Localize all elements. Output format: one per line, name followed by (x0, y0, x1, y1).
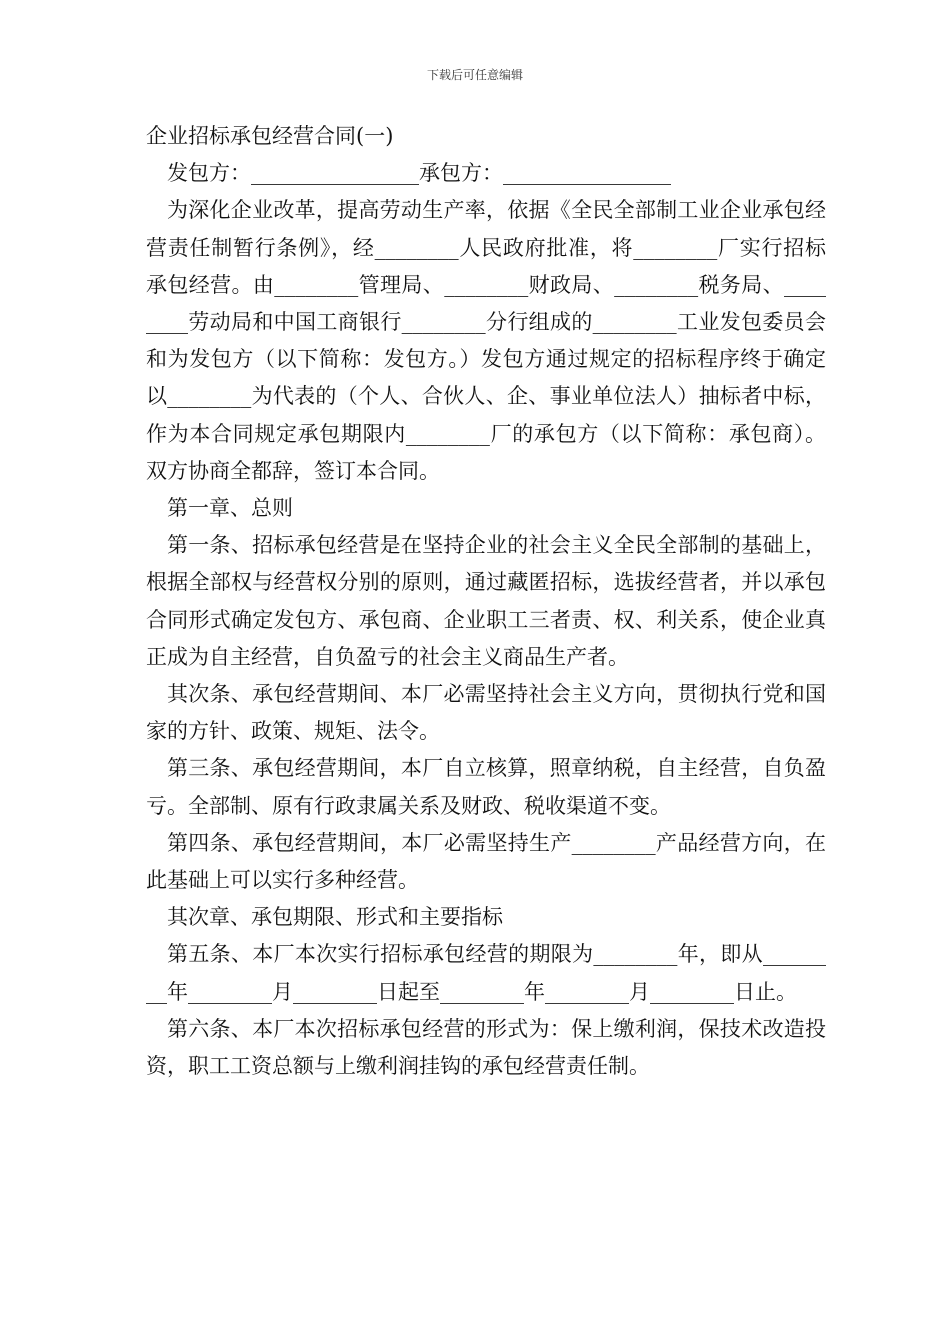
article-6: 第六条、本厂本次招标承包经营的形式为：保上缴利润，保技术改造投资，职工工资总额与上缴利润挂钩的承包经营责任制。 (146, 1016, 826, 1079)
preamble-paragraph: 为深化企业改革，提高劳动生产率，依据《全民全部制工业企业承包经营责任制暂行条例》，经________人民政府批准，将________厂实行招标承包经营。由________管理局、________财政局、________税务局、________劳动局和中国工商银行________分行组成的________工业发包委员会和为发包方（以下简称：发包方。）发包方通过规定的招标程序终于确定以________为代表的（个人、合伙人、企、事业单位法人）抽标者中标，作为本合同规定承包期限内________厂的承包方（以下简称：承包商）。双方协商全都辞，签订本合同。 (146, 198, 826, 483)
document-body (146, 118, 826, 1085)
article-1: 第一条、招标承包经营是在坚持企业的社会主义全民全部制的基础上，根据全部权与经营权分别的原则，通过藏匿招标，选拔经营者，并以承包合同形式确定发包方、承包商、企业职工三者责、权、利关系，使企业真正成为自主经营，自负盈亏的社会主义商品生产者。 (146, 533, 826, 669)
article-5: 第五条、本厂本次实行招标承包经营的期限为________年，即从________年________月________日起至________年________月________日止。 (146, 942, 826, 1004)
article-3: 第三条、承包经营期间，本厂自立核算，照章纳税，自主经营，自负盈亏。全部制、原有行政隶属关系及财政、税收渠道不变。 (146, 756, 826, 818)
page-header: 下载后可任意编辑 (426, 68, 523, 82)
chapter-heading-1: 第一章、总则 (167, 496, 293, 521)
document-title: 企业招标承包经营合同(一) (146, 124, 394, 148)
parties-line: 发包方：________________承包方：________________ (167, 161, 671, 186)
article-4: 第四条、承包经营期间，本厂必需坚持生产________产品经营方向，在此基础上可以实行多种经营。 (146, 830, 826, 893)
chapter-heading-2: 其次章、承包期限、形式和主要指标 (167, 905, 503, 930)
article-2: 其次条、承包经营期间、本厂必需坚持社会主义方向，贯彻执行党和国家的方针、政策、规矩、法令。 (146, 682, 826, 744)
